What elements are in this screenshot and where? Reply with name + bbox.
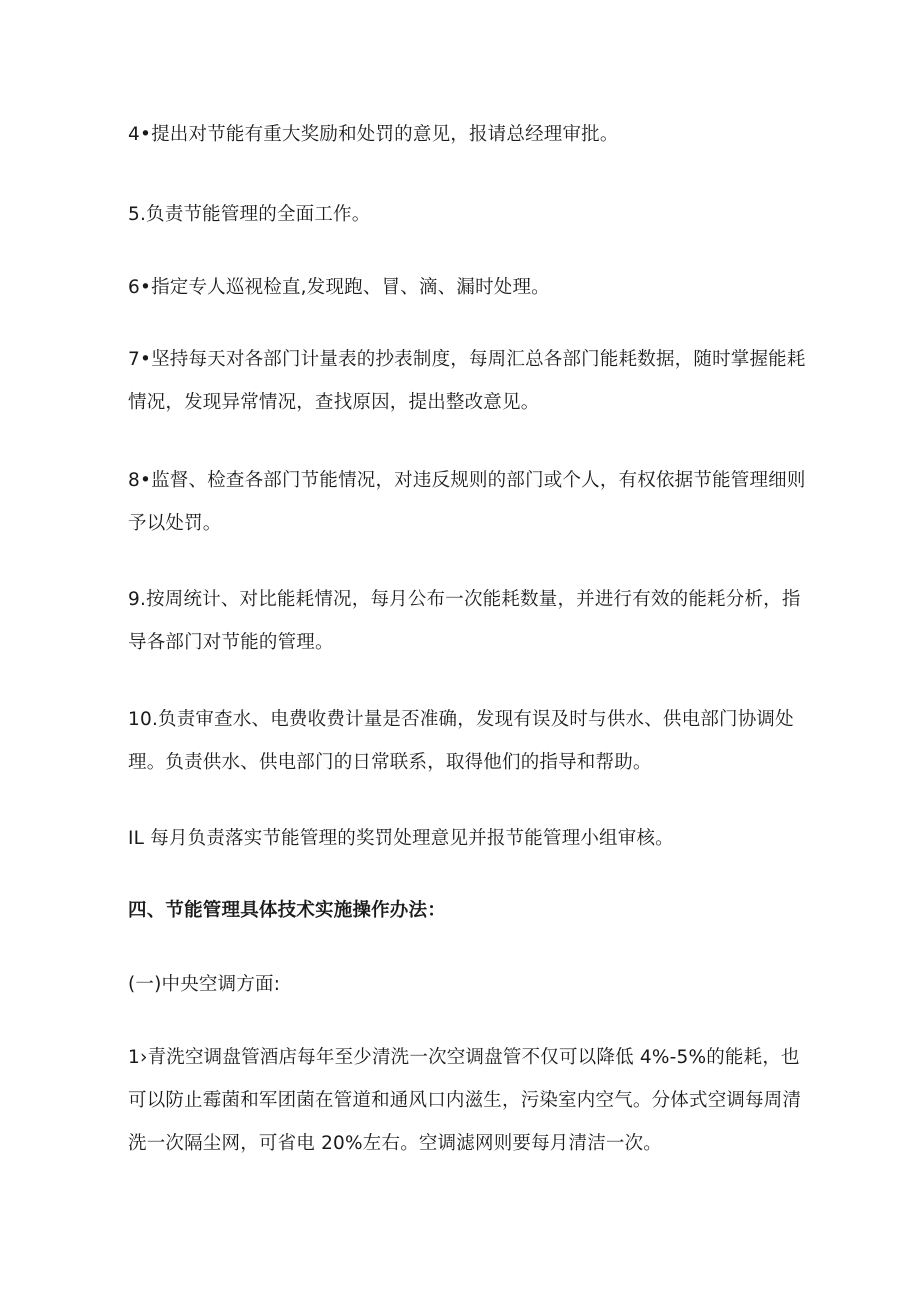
subsection-heading: (一)中央空调方面:	[128, 974, 281, 995]
paragraph-item-11: IL 每月负责落实节能管理的奖罚处理意见并报节能管理小组审核。	[128, 828, 674, 849]
paragraph-item-9: 9.按周统计、对比能耗情况，每月公布一次能耗数量，并进行有效的能耗分析，指导各部门对节能的管理。	[128, 589, 801, 653]
paragraph-item-8: 8•监督、检查各部门节能情况，对违反规则的部门或个人，有权依据节能管理细则予以处罚。	[128, 470, 806, 534]
paragraph-item-4: 4•提出对节能有重大奖励和处罚的意见，报请总经理审批。	[128, 124, 619, 145]
paragraph-item-7: 7•坚持每天对各部门计量表的抄表制度，每周汇总各部门能耗数据，随时掌握能耗情况，发现异常情况，查找原因，提出整改意见。	[128, 349, 806, 413]
paragraph-ac-item-1: 1›青洗空调盘管酒店每年至少清洗一次空调盘管不仅可以降低 4%-5%的能耗，也可以防止霉菌和军团菌在管道和通风口内滋生，污染室内空气。分体式空调每周清洗一次隔尘网，可省电 20%左右。空调滤网则要每月清洁一次。	[128, 1047, 802, 1154]
paragraph-item-6: 6•指定专人巡视检直,发现跑、冒、滴、漏时处理。	[128, 277, 550, 298]
paragraph-item-10: 10.负责审查水、电费收费计量是否准确，发现有误及时与供水、供电部门协调处理。负责供水、供电部门的日常联系，取得他们的指导和帮助。	[128, 709, 794, 773]
section-heading: 四、节能管理具体技术实施操作办法：	[128, 900, 446, 921]
paragraph-item-5: 5.负责节能管理的全面工作。	[128, 204, 371, 225]
